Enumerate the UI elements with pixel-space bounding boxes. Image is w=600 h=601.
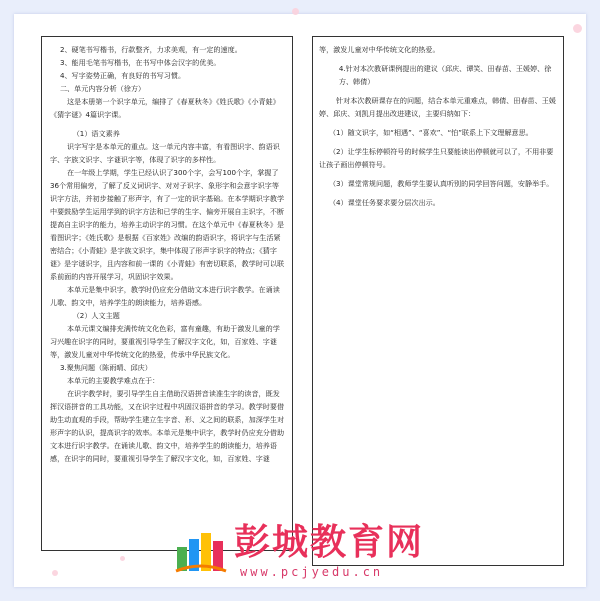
document-page-right [312, 36, 564, 566]
subheading: （2）人文主题 [72, 311, 120, 320]
list-item: （4）课堂任务要求要分层次出示。 [328, 198, 440, 207]
text-line: 等，激发儿童对中华传统文化的热爱。 [319, 45, 440, 54]
text-paragraph: 针对本次教研课存在的问题，结合本单元重难点，韩倩、田春苗、王媛婷、邱庆、刘凯月提出改进建议，主要归纳如下： [319, 96, 556, 118]
subheading: （1）语文素养 [72, 129, 120, 138]
text-paragraph: 本单元是集中识字，教学时仍应充分借助文本进行识字教学。在诵读儿歌、韵文中，培养学生的朗读能力，培养语感。 [50, 285, 280, 307]
text-paragraph: 识字写字是本单元的重点。这一单元内容丰富，有看图识字、韵语识字、字族文识字、字谜识字等，体现了识字的多样性。 [50, 142, 280, 164]
text-line: 4、写字姿势正确，有良好的书写习惯。 [59, 71, 186, 80]
decoration-dot [292, 8, 299, 15]
watermark-title: 彭城教育网 [234, 522, 425, 563]
list-item: （1）随文识字，如“相遇”、“喜欢”、“怕”联系上下文理解意思。 [328, 128, 533, 137]
section-heading: 3.聚焦问题（陈雨晴、邱庆） [59, 363, 152, 372]
text-line: 2、硬笔书写楷书，行款整齐，力求美观，有一定的速度。 [59, 45, 242, 54]
watermark-url: www.pcjyedu.cn [240, 565, 384, 579]
list-item: （3）课堂常规问题，教师学生要认真听别的同学回答问题，安静举手。 [328, 179, 554, 188]
section-heading: 二、单元内容分析（徐方） [59, 84, 146, 93]
decoration-dot [573, 24, 582, 33]
section-heading: 4.针对本次教研课例提出的建议（邱庆、谭笑、田春苗、王媛婷、徐方、韩倩） [338, 64, 552, 86]
text-paragraph: 本单元的主要教学难点在于： [67, 376, 160, 385]
text-paragraph: 在识字教学时，要引导学生自主借助汉语拼音读准生字的读音，既发挥汉语拼音的工具功能，又在识字过程中巩固汉语拼音的学习。教学时要借助生动直观的手段，帮助学生建立生字音、形、义之间的联系，加深学生对形声字的认识，提高识字的效率。本单元是集中识字，教学时仍应充分借助文本进行识字教学。在诵读儿歌、韵文中，培养学生的朗读能力，培养语感，在识字的同时，要重视引导学生了解汉字文化，如，百家姓、字谜 [50, 389, 285, 463]
decoration-dot [52, 570, 58, 576]
text-paragraph: 在一年级上学期，学生已经认识了300个字，会写100个字，掌握了36个常用偏旁，了解了反义词识字、对对子识字、象形字和会意字识字等识字方法，并初步接触了形声字，有了一定的识字基础。在本学期识字教学中要鼓励学生运用学到的识字方法和已学的生字、偏旁开展自主识字，不断提高自主识字的能力，培养主动识字的习惯。在这个单元中《春夏秋冬》是看图识字；《姓氏歌》是根据《百家姓》改编的韵语识字，将识字与生活紧密结合；《小青蛙》是字族文识字，集中体现了形声字识字的特点；《猜字谜》是字谜识字，且内容和前一课的《小青蛙》有密切联系，教学时可以联系前面的内容开展学习，巩固识字效果。 [50, 168, 285, 281]
text-line: 3、能用毛笔书写楷书，在书写中体会汉字的优美。 [59, 58, 221, 67]
decoration-dot [120, 556, 125, 561]
text-paragraph: 这是本册第一个识字单元，编排了《春夏秋冬》《姓氏歌》《小青蛙》《猜字谜》4篇识字课。 [50, 97, 280, 119]
watermark-logo [174, 519, 436, 581]
book-logo-icon [174, 527, 228, 575]
list-item: （2）让学生标停顿符号的时候学生只要能读出停顿就可以了，不用非要让孩子画出停顿符号。 [319, 147, 554, 169]
document-page-left [41, 36, 293, 551]
text-paragraph: 本单元课文编排充满传统文化色彩，富有童趣，有助于激发儿童的学习兴趣在识字的同时，要重视引导学生了解汉字文化，如，百家姓、字谜等，激发儿童对中华传统文化的热爱，传承中华民族文化。 [50, 324, 280, 359]
